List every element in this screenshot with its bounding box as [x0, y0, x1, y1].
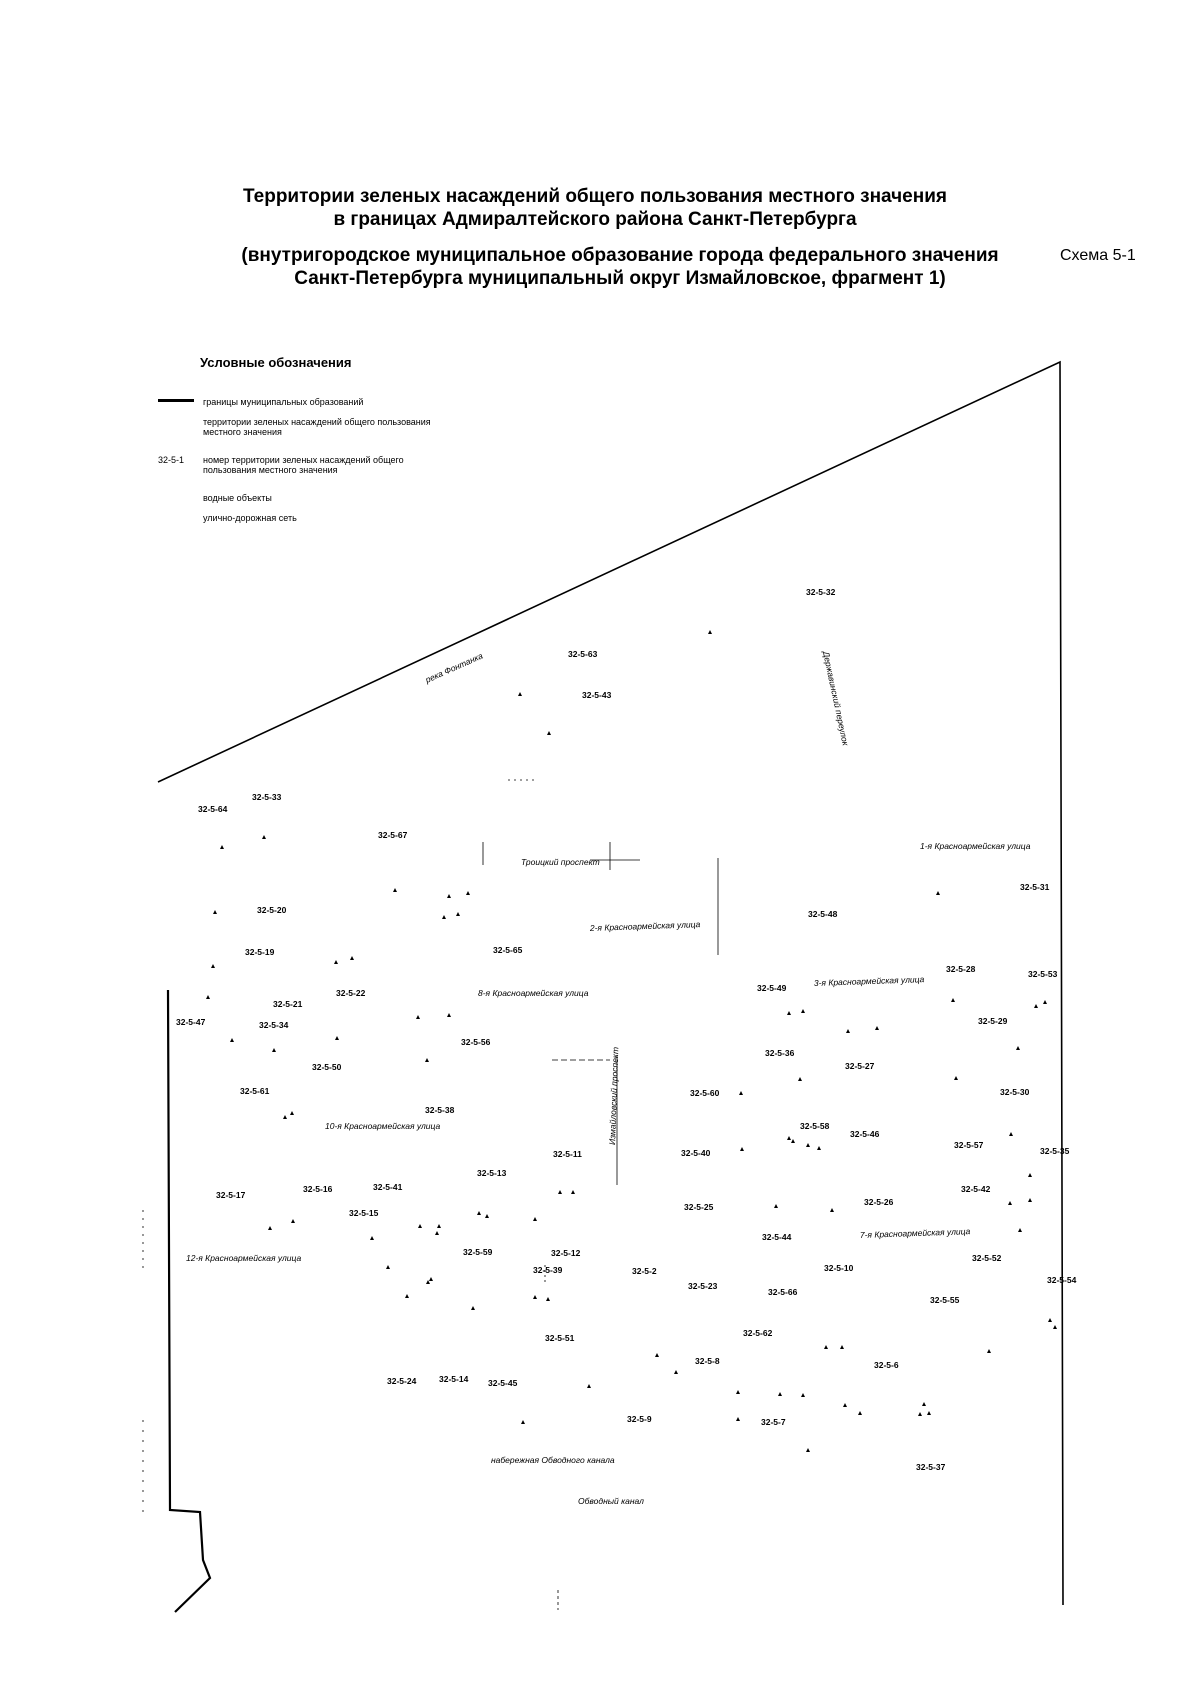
territory-label-32-5-29: 32-5-29	[978, 1016, 1008, 1026]
green-area-marker	[787, 1011, 791, 1015]
territory-label-32-5-8: 32-5-8	[695, 1356, 720, 1366]
green-area-marker	[447, 1013, 451, 1017]
territory-label-32-5-51: 32-5-51	[545, 1333, 575, 1343]
green-area-marker	[546, 1297, 550, 1301]
territory-label-32-5-50: 32-5-50	[312, 1062, 342, 1072]
territory-label-32-5-38: 32-5-38	[425, 1105, 455, 1115]
territory-label-32-5-42: 32-5-42	[961, 1184, 991, 1194]
green-area-marker	[927, 1411, 931, 1415]
street-label-11: 12-я Красноармейская улица	[186, 1253, 302, 1263]
street-label-13: Обводный канал	[578, 1496, 644, 1506]
territory-label-32-5-20: 32-5-20	[257, 905, 287, 915]
green-area-marker	[858, 1411, 862, 1415]
territory-label-32-5-11: 32-5-11	[553, 1149, 582, 1159]
green-area-marker	[350, 956, 354, 960]
territory-label-32-5-30: 32-5-30	[1000, 1087, 1030, 1097]
green-area-marker	[655, 1353, 659, 1357]
territory-label-32-5-58: 32-5-58	[800, 1121, 830, 1131]
scheme-label: Схема 5-1	[1060, 247, 1136, 264]
territory-label-32-5-61: 32-5-61	[240, 1086, 270, 1096]
legend-item-territory-number: номер территории зеленых насаждений общего пользования местного значения	[203, 455, 404, 475]
green-area-marker	[283, 1115, 287, 1119]
green-area-marker	[954, 1076, 958, 1080]
green-area-marker	[1034, 1004, 1038, 1008]
territory-label-32-5-39: 32-5-39	[533, 1265, 563, 1275]
green-area-marker	[291, 1219, 295, 1223]
green-area-marker	[830, 1208, 834, 1212]
territory-label-32-5-2: 32-5-2	[632, 1266, 657, 1276]
territory-label-32-5-32: 32-5-32	[806, 587, 836, 597]
green-area-marker	[425, 1058, 429, 1062]
street-label-3: Троицкий проспект	[521, 857, 600, 867]
green-area-marker	[801, 1009, 805, 1013]
green-area-marker	[447, 894, 451, 898]
green-area-marker	[918, 1412, 922, 1416]
territory-label-32-5-67: 32-5-67	[378, 830, 408, 840]
green-area-marker	[1028, 1173, 1032, 1177]
subtitle-line-1: (внутригородское муниципальное образование города федерального значения	[241, 245, 999, 266]
green-area-marker	[798, 1077, 802, 1081]
territory-label-32-5-14: 32-5-14	[439, 1374, 469, 1384]
green-area-marker	[778, 1392, 782, 1396]
green-area-marker	[843, 1403, 847, 1407]
territory-markers	[206, 630, 1057, 1452]
green-area-marker	[1016, 1046, 1020, 1050]
green-area-marker	[571, 1190, 575, 1194]
territory-label-32-5-47: 32-5-47	[176, 1017, 206, 1027]
green-area-marker	[466, 891, 470, 895]
territory-label-32-5-19: 32-5-19	[245, 947, 275, 957]
green-area-marker	[416, 1015, 420, 1019]
green-area-marker	[791, 1139, 795, 1143]
green-area-marker	[1053, 1325, 1057, 1329]
green-area-marker	[456, 912, 460, 916]
green-area-marker	[435, 1231, 439, 1235]
territory-label-32-5-49: 32-5-49	[757, 983, 787, 993]
green-area-marker	[774, 1204, 778, 1208]
green-area-marker	[587, 1384, 591, 1388]
green-area-marker	[1028, 1198, 1032, 1202]
territory-label-32-5-13: 32-5-13	[477, 1168, 507, 1178]
green-area-marker	[787, 1136, 791, 1140]
green-area-marker	[213, 910, 217, 914]
green-area-marker	[1009, 1132, 1013, 1136]
street-label-7: 8-я Красноармейская улица	[478, 988, 589, 998]
territory-label-32-5-27: 32-5-27	[845, 1061, 875, 1071]
title-line-1: Территории зеленых насаждений общего пользования местного значения	[242, 186, 947, 207]
territory-label-32-5-57: 32-5-57	[954, 1140, 984, 1150]
green-area-marker	[1048, 1318, 1052, 1322]
green-area-marker	[334, 960, 338, 964]
territory-label-32-5-40: 32-5-40	[681, 1148, 711, 1158]
territory-label-32-5-48: 32-5-48	[808, 909, 838, 919]
territory-label-32-5-17: 32-5-17	[216, 1190, 246, 1200]
street-label-6: 3-я Красноармейская улица	[813, 974, 925, 988]
territory-label-32-5-16: 32-5-16	[303, 1184, 333, 1194]
boundary-lines	[158, 362, 1063, 1612]
green-area-marker	[1043, 1000, 1047, 1004]
territory-label-32-5-15: 32-5-15	[349, 1208, 379, 1218]
green-area-marker	[708, 630, 712, 634]
green-area-marker	[485, 1214, 489, 1218]
green-area-marker	[547, 731, 551, 735]
territory-label-32-5-6: 32-5-6	[874, 1360, 899, 1370]
green-area-marker	[951, 998, 955, 1002]
green-area-marker	[405, 1294, 409, 1298]
green-area-marker	[230, 1038, 234, 1042]
green-area-marker	[936, 891, 940, 895]
green-area-marker	[418, 1224, 422, 1228]
green-area-marker	[533, 1217, 537, 1221]
territory-label-32-5-10: 32-5-10	[824, 1263, 854, 1273]
territory-label-32-5-37: 32-5-37	[916, 1462, 946, 1472]
territory-label-32-5-63: 32-5-63	[568, 649, 598, 659]
territory-label-32-5-34: 32-5-34	[259, 1020, 289, 1030]
green-area-marker	[518, 692, 522, 696]
green-area-marker	[290, 1111, 294, 1115]
territory-label-32-5-59: 32-5-59	[463, 1247, 493, 1257]
territory-labels	[176, 587, 1077, 1472]
street-label-4: 1-я Красноармейская улица	[920, 841, 1031, 851]
territory-label-32-5-26: 32-5-26	[864, 1197, 894, 1207]
green-area-marker	[437, 1224, 441, 1228]
territory-label-32-5-24: 32-5-24	[387, 1376, 417, 1386]
territory-label-32-5-45: 32-5-45	[488, 1378, 518, 1388]
green-area-marker	[806, 1143, 810, 1147]
green-area-marker	[429, 1277, 433, 1281]
title-line-2: в границах Адмиралтейского района Санкт-Петербурга	[333, 209, 857, 230]
territory-label-32-5-23: 32-5-23	[688, 1281, 718, 1291]
territory-label-32-5-64: 32-5-64	[198, 804, 228, 814]
green-area-marker	[262, 835, 266, 839]
green-area-marker	[1008, 1201, 1012, 1205]
municipal-boundary	[158, 362, 1063, 1605]
territory-label-32-5-56: 32-5-56	[461, 1037, 491, 1047]
green-area-marker	[370, 1236, 374, 1240]
green-area-marker	[268, 1226, 272, 1230]
green-area-marker	[521, 1420, 525, 1424]
territory-label-32-5-46: 32-5-46	[850, 1129, 880, 1139]
street-labels	[186, 649, 1031, 1506]
green-area-marker	[220, 845, 224, 849]
territory-label-32-5-33: 32-5-33	[252, 792, 282, 802]
green-area-marker	[739, 1091, 743, 1095]
green-area-marker	[558, 1190, 562, 1194]
green-area-marker	[206, 995, 210, 999]
green-area-marker	[740, 1147, 744, 1151]
territory-label-32-5-41: 32-5-41	[373, 1182, 403, 1192]
street-label-12: набережная Обводного канала	[491, 1455, 615, 1465]
territory-label-32-5-21: 32-5-21	[273, 999, 303, 1009]
territory-label-32-5-53: 32-5-53	[1028, 969, 1058, 979]
territory-label-32-5-36: 32-5-36	[765, 1048, 795, 1058]
territory-label-32-5-52: 32-5-52	[972, 1253, 1002, 1263]
street-label-5: 2-я Красноармейская улица	[589, 919, 701, 933]
green-area-marker	[477, 1211, 481, 1215]
green-area-marker	[393, 888, 397, 892]
green-area-marker	[471, 1306, 475, 1310]
legend-item-green-areas: территории зеленых насаждений общего пользования местного значения	[203, 417, 431, 437]
subtitle-line-2: Санкт-Петербурга муниципальный округ Измайловское, фрагмент 1)	[294, 268, 946, 289]
green-area-marker	[674, 1370, 678, 1374]
green-area-marker	[817, 1146, 821, 1150]
territory-label-32-5-25: 32-5-25	[684, 1202, 714, 1212]
territory-label-32-5-22: 32-5-22	[336, 988, 366, 998]
legend-item-boundaries: границы муниципальных образований	[203, 397, 364, 407]
municipal-boundary-west	[168, 990, 210, 1612]
green-area-marker	[533, 1295, 537, 1299]
legend-item-roads: улично-дорожная сеть	[203, 513, 297, 523]
green-area-marker	[442, 915, 446, 919]
street-label-2: Державинский переулок	[821, 650, 851, 747]
green-area-marker	[386, 1265, 390, 1269]
territory-label-32-5-44: 32-5-44	[762, 1232, 792, 1242]
territory-label-32-5-35: 32-5-35	[1040, 1146, 1070, 1156]
territory-label-32-5-60: 32-5-60	[690, 1088, 720, 1098]
street-label-8: Измайловский проспект	[607, 1046, 621, 1146]
territory-label-32-5-65: 32-5-65	[493, 945, 523, 955]
legend-code-sample: 32-5-1	[158, 455, 185, 465]
green-area-marker	[736, 1417, 740, 1421]
territory-label-32-5-7: 32-5-7	[761, 1417, 786, 1427]
territory-label-32-5-66: 32-5-66	[768, 1287, 798, 1297]
street-label-10: 7-я Красноармейская улица	[859, 1226, 971, 1240]
territory-label-32-5-43: 32-5-43	[582, 690, 612, 700]
green-area-marker	[840, 1345, 844, 1349]
street-label-9: 10-я Красноармейская улица	[325, 1121, 441, 1131]
territory-label-32-5-54: 32-5-54	[1047, 1275, 1077, 1285]
territory-label-32-5-31: 32-5-31	[1020, 882, 1050, 892]
territory-label-32-5-55: 32-5-55	[930, 1295, 960, 1305]
green-area-marker	[801, 1393, 805, 1397]
street-label-1: река Фонтанка	[423, 650, 485, 685]
legend-title: Условные обозначения	[200, 355, 352, 370]
green-area-marker	[736, 1390, 740, 1394]
green-area-marker	[1018, 1228, 1022, 1232]
green-area-marker	[846, 1029, 850, 1033]
green-area-marker	[987, 1349, 991, 1353]
green-area-marker	[824, 1345, 828, 1349]
territory-label-32-5-28: 32-5-28	[946, 964, 976, 974]
territory-label-32-5-62: 32-5-62	[743, 1328, 773, 1338]
green-area-marker	[806, 1448, 810, 1452]
green-area-marker	[272, 1048, 276, 1052]
green-area-marker	[335, 1036, 339, 1040]
legend-item-water: водные объекты	[203, 493, 272, 503]
green-area-marker	[875, 1026, 879, 1030]
green-area-marker	[211, 964, 215, 968]
green-area-marker	[922, 1402, 926, 1406]
territory-label-32-5-9: 32-5-9	[627, 1414, 652, 1424]
territory-label-32-5-12: 32-5-12	[551, 1248, 581, 1258]
